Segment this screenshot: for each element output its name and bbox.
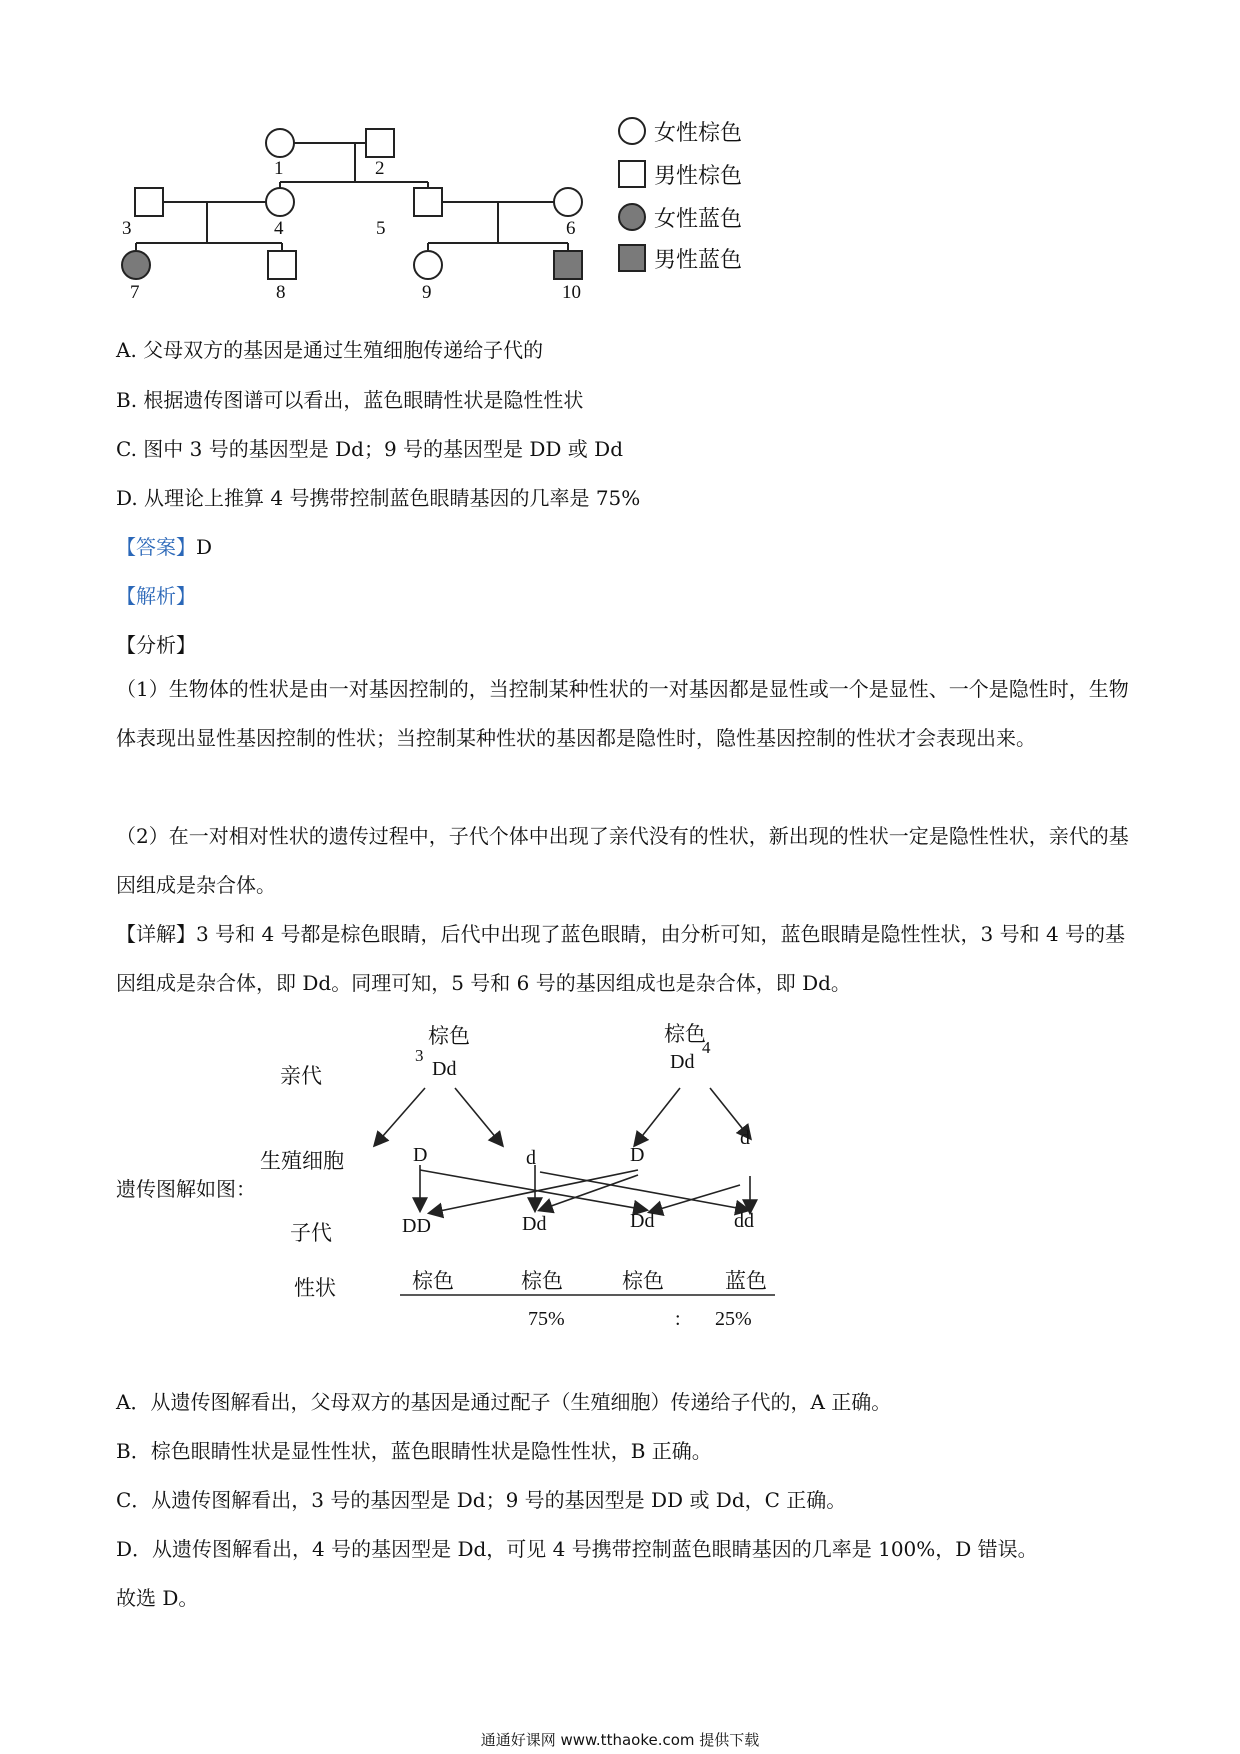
legend-item <box>618 199 742 235</box>
label-9: 9 <box>422 282 432 303</box>
parent-left-genotype: Dd <box>432 1058 457 1080</box>
detail-text: 3 号和 4 号都是棕色眼睛，后代中出现了蓝色眼睛，由分析可知，蓝色眼睛是隐性性状，3 号和 4 号的基因组成是杂合体，即 Dd。同理可知，5 号和 6 号的基因组成也是杂合体，即 Dd。 <box>116 922 1126 995</box>
answer-line <box>116 531 212 560</box>
individual-2 <box>366 129 394 157</box>
individual-1 <box>266 129 294 157</box>
individual-3 <box>135 188 163 216</box>
individual-9 <box>414 251 442 279</box>
square-empty-icon <box>618 160 646 188</box>
label-5: 5 <box>376 218 386 239</box>
label-2: 2 <box>375 158 385 179</box>
offspring-4: dd <box>734 1210 754 1232</box>
analysis-paragraph-1: （1）生物体的性状是由一对基因控制的，当控制某种性状的一对基因都是显性或一个是显性、一个是隐性时，生物体表现出显性基因控制的性状；当控制某种性状的基因都是隐性时，隐性基因控制的性状才会表现出来。 <box>116 677 1129 750</box>
label-10: 10 <box>562 282 581 303</box>
label-4: 4 <box>274 218 284 239</box>
gamete-4: d <box>740 1127 750 1149</box>
ratio-dominant: 75% <box>528 1308 565 1330</box>
label-8: 8 <box>276 282 286 303</box>
label-3: 3 <box>122 218 132 239</box>
label-7: 7 <box>130 282 140 303</box>
individual-4 <box>266 188 294 216</box>
row-label-gametes: 生殖细胞 <box>260 1149 344 1173</box>
gamete-3: D <box>630 1144 645 1166</box>
pedigree-diagram <box>110 110 610 310</box>
fenxi-heading: 【分析】 <box>116 633 196 657</box>
conclusion-b: B．棕色眼睛性状是显性性状，蓝色眼睛性状是隐性性状，B 正确。 <box>116 1439 712 1463</box>
legend-item <box>618 156 742 192</box>
parent-left-number: 3 <box>415 1046 424 1065</box>
row-label-parents: 亲代 <box>280 1064 322 1088</box>
legend-text: 男性蓝色 <box>654 247 743 273</box>
legend-text: 女性蓝色 <box>654 206 743 232</box>
circle-filled-icon <box>618 203 646 231</box>
individual-6 <box>554 188 582 216</box>
option-d: D. 从理论上推算 4 号携带控制蓝色眼睛基因的几率是 75% <box>116 486 641 510</box>
conclusion-a: A．从遗传图解看出，父母双方的基因是通过配子（生殖细胞）传递给子代的，A 正确。 <box>116 1390 892 1414</box>
legend-text: 女性棕色 <box>654 120 743 146</box>
detail-paragraph <box>116 910 1136 1008</box>
gamete-2: d <box>526 1147 536 1169</box>
answer-value: D <box>196 535 213 559</box>
row-label-offspring: 子代 <box>290 1221 332 1245</box>
ratio-recessive: 25% <box>715 1308 752 1330</box>
jiexi-heading: 【解析】 <box>116 584 196 608</box>
final-answer: 故选 D。 <box>116 1586 199 1610</box>
answer-label: 【答案】 <box>116 535 196 559</box>
option-c: C. 图中 3 号的基因型是 Dd；9 号的基因型是 DD 或 Dd <box>116 437 624 461</box>
individual-7 <box>122 251 150 279</box>
offspring-3: Dd <box>630 1210 655 1232</box>
individual-5 <box>414 188 442 216</box>
analysis-paragraph-2: （2）在一对相对性状的遗传过程中，子代个体中出现了亲代没有的性状，新出现的性状一定是隐性性状，亲代的基因组成是杂合体。 <box>116 824 1129 897</box>
trait-1: 棕色 <box>412 1269 454 1293</box>
parent-right-trait: 棕色 <box>664 1022 706 1046</box>
label-6: 6 <box>566 218 576 239</box>
trait-4: 蓝色 <box>725 1269 767 1293</box>
legend-item <box>618 113 742 149</box>
option-b: B. 根据遗传图谱可以看出，蓝色眼睛性状是隐性性状 <box>116 388 584 412</box>
conclusion-d: D．从遗传图解看出，4 号的基因型是 Dd，可见 4 号携带控制蓝色眼睛基因的几率是 100%，D 错误。 <box>116 1537 1038 1561</box>
individual-8 <box>268 251 296 279</box>
conclusion-c: C．从遗传图解看出，3 号的基因型是 Dd；9 号的基因型是 DD 或 Dd，C 正确。 <box>116 1488 847 1512</box>
individual-10 <box>554 251 582 279</box>
label-1: 1 <box>274 158 284 179</box>
legend-text: 男性棕色 <box>654 163 743 189</box>
row-label-trait: 性状 <box>294 1276 336 1300</box>
parent-right-number: 4 <box>702 1038 711 1057</box>
offspring-2: Dd <box>522 1213 547 1235</box>
option-a: A. 父母双方的基因是通过生殖细胞传递给子代的 <box>116 338 544 362</box>
ratio-separator: : <box>675 1308 681 1330</box>
legend-item <box>618 240 742 276</box>
genetic-cross-diagram <box>260 1020 790 1340</box>
offspring-1: DD <box>402 1215 431 1237</box>
trait-2: 棕色 <box>521 1269 563 1293</box>
cross-intro: 遗传图解如图： <box>116 1177 256 1201</box>
circle-empty-icon <box>618 117 646 145</box>
trait-3: 棕色 <box>622 1269 664 1293</box>
gamete-1: D <box>413 1144 428 1166</box>
footer-text: 通通好课网 www.tthaoke.com 提供下载 <box>480 1731 760 1749</box>
detail-label: 【详解】 <box>116 922 196 946</box>
square-filled-icon <box>618 244 646 272</box>
parent-right-genotype: Dd <box>670 1051 695 1073</box>
parent-left-trait: 棕色 <box>428 1024 470 1048</box>
